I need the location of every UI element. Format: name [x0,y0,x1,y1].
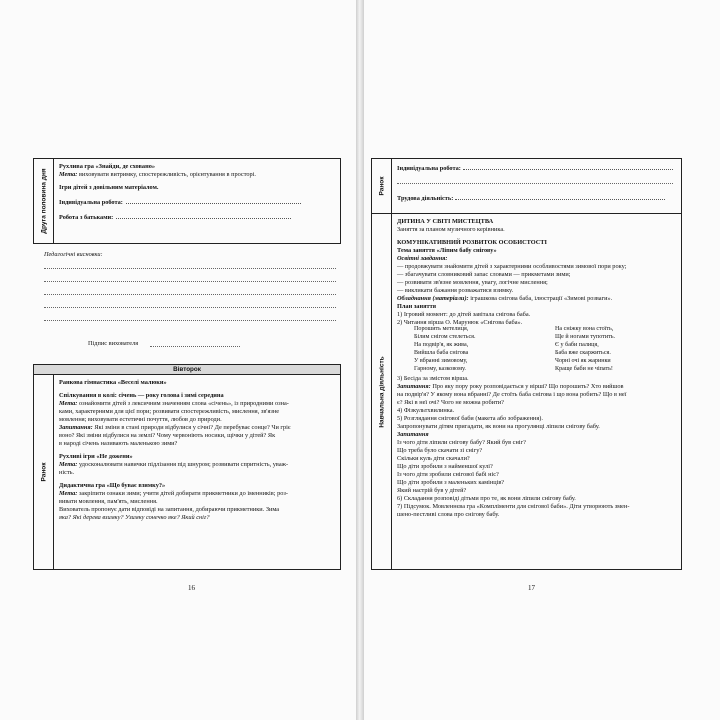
text-line [397,415,677,423]
labor-activity-text: Трудова діяльність: [397,195,454,202]
line-text: є? Які в неї очі? Чого не можна робити? [397,399,504,406]
line-text: іграшкова снігова баба, ілюстрації «Зимові розваги». [468,295,613,302]
line-text: Запропонувати дітям пригадати, як вони на прогулянці ліпили снігову бабу. [397,423,600,430]
notes-line [44,307,336,308]
line-text: 3) Бесіда за змістом вірша. [397,375,469,382]
text-line [59,424,336,432]
text-line [59,400,336,408]
line-text: Дидактична гра «Що буває взимку?» [59,482,166,489]
class-side-cell [372,214,392,569]
signature-line [150,346,240,347]
line-text: — розвивати зв'язне мовлення, увагу, логічне мислення; [397,279,548,286]
notes-line [44,268,336,269]
line-text: в народі січень називають маленькою зими? [59,440,178,447]
line-text: ознайомити дітей з лексичним значенням слова «січень», із природними озна- [77,400,289,407]
text-line [59,498,336,506]
poem-line: Чорні очі як жаринки [555,358,611,364]
text-line [59,212,336,222]
text-line [397,447,677,455]
text-line [397,495,677,503]
text-line [59,416,336,424]
morning-side-cell-right [372,159,392,213]
text-line [397,455,677,463]
text-line [397,391,677,399]
text-line [397,439,677,447]
book-fold [356,0,364,720]
line-text: на подвір'я? У якому вона вбранні? Де стоїть баба снігова і що вона робить? Що в неї [397,391,627,398]
class-content-bottom [397,375,677,519]
line-text: — продовжувати знайомити дітей з характерними особливостями зимової пори року; [397,263,627,270]
line-text: закріпити ознаки зими; учити дітей добирати прикметники до іменників; роз- [77,490,288,497]
line-text: — викликати бажання розважатися взимку. [397,287,514,294]
line-text: Які зміни в стані природи відбулися у січні? Де перебуває сонце? Чи гріє [92,424,291,431]
text-line [59,408,336,416]
text-line [59,392,336,400]
text-line [397,423,677,431]
left-page [0,0,356,720]
line-text: Що діти зробили з найменшої кулі? [397,463,493,470]
text-line [59,514,336,522]
text-line [59,171,336,179]
line-text: Рухлива гра «Знайди, де сховано» [59,163,155,170]
notes-line [44,320,336,321]
text-line [397,247,677,255]
line-text: удосконалювати навички підлізання під шнуром; розвивати спритність, уваж- [77,461,289,468]
text-line [59,490,336,498]
poem-line: Краще баби не чіпать! [555,366,613,372]
line-text: 4) Фізкультхвилинка. [397,407,455,414]
line-text: яка? Які дерева взимку? Узимку сонечко яке? Який сніг? [59,514,210,521]
poem-line: Є у баби палиця, [555,342,599,348]
text-line [397,255,677,263]
dotted-line [126,197,301,204]
inline-label: Запитання: [397,383,431,390]
text-line [59,197,336,207]
line-text: Рухливі ігри «Не дожени» [59,453,133,460]
poem-line: Гарному, казковому. [414,366,466,372]
poem-left-column [414,325,475,373]
weekday-header: Вівторок [34,365,340,375]
dotted-line [397,183,673,184]
morning-side-cell [34,375,54,569]
line-text: шено-пестливі слова про снігову бабу. [397,511,500,518]
line-text: 6) Складання розповіді дітьми про те, як вони ліпили снігову бабу. [397,495,576,502]
poem-right-column [555,325,615,373]
text-line [59,453,336,461]
individual-work-label [397,163,673,173]
line-text: Вихователь пропонує дати відповіді на запитання, добираючи прикметники. Зима [59,506,280,513]
line-text: Що треба було скачати зі снігу? [397,447,483,454]
line-text: Індивідуальна робота: [59,199,123,206]
dotted-line [463,163,673,170]
text-line [397,503,677,511]
notes-line [44,294,336,295]
inline-label: Мета: [59,171,78,178]
poem-line: На подвір'я, як живa, [414,342,469,348]
text-line [59,461,336,469]
line-text: виховувати витримку, спостережливість, орієнтування в просторі. [77,171,256,178]
poem-line: Вийшла баба снігова [414,350,469,356]
line-text: — збагачувати словниковий запас словами — прикметами зими; [397,271,571,278]
morning-content [59,379,336,522]
text-line [397,239,677,247]
text-line [397,218,677,226]
poem-line: Ще й ногами тупотить. [555,334,616,340]
notes-label: Педагогічні висновки: [44,251,103,258]
afternoon-table [33,158,341,244]
line-text: мовлення; виховувати естетичні почуття, любов до природи. [59,416,222,423]
right-table [371,158,682,570]
line-text: 2) Читання вірша О. Марунюк «Снігова баба». [397,319,523,326]
text-line [59,506,336,514]
line-text: 7) Підсумок. Мовленнєва гра «Компліменти для снігової баби». Діти утворюють змен- [397,503,630,510]
text-line [397,287,677,295]
text-line [59,482,336,490]
line-text: воно? Які зміни відбулися на землі? Чому червоніють носики, щічки у дітей? Як [59,432,276,439]
text-line [397,471,677,479]
text-line [397,399,677,407]
inline-label: Мета: [59,490,78,497]
text-line [397,383,677,391]
text-line [397,431,677,439]
text-line [397,311,677,319]
line-text: ками, характерними для цієї пори; розвивати спостережливість, мислення, зв'язне [59,408,279,415]
text-line [397,375,677,383]
text-line [59,432,336,440]
individual-work-text: Індивідуальна робота: [397,165,461,172]
line-text: 1) Ігровий момент: до дітей завітала снігова баба. [397,311,531,318]
text-line [397,487,677,495]
text-line [59,379,336,387]
text-line [397,279,677,287]
morning-label: Ранок [40,462,47,482]
line-text: 5) Розглядання снігової баби (макета або зображення). [397,415,543,422]
page-number-left: 16 [188,584,195,592]
text-line [397,511,677,519]
text-line [397,463,677,471]
line-text: Про яку пору року розповідається у вірші? Що порошить? Хто вийшов [430,383,624,390]
text-line [397,295,677,303]
text-line [59,184,336,192]
page-number-right: 17 [528,584,535,592]
inline-label: Мета: [59,400,78,407]
text-line [59,163,336,171]
line-text: Із чого діти зробили снігової бабі ніс? [397,471,499,478]
morning-label-right: Ранок [378,176,385,196]
afternoon-content [59,163,336,222]
line-text: Із чого діти ліпили снігову бабу? Який був сніг? [397,439,526,446]
dotted-line [455,193,665,200]
line-text: Ігри дітей з довільним матеріалом. [59,184,159,191]
line-text: Ранкова гімнастика «Веселі малюки» [59,379,167,386]
line-text: ність. [59,469,75,476]
text-line [59,469,336,477]
line-text: вивати мовлення, пам'ять, мислення. [59,498,158,505]
class-label: Навчальна діяльність [378,355,385,428]
line-text: Який настрій був у дітей? [397,487,467,494]
afternoon-label: Друга половина дня [40,168,47,234]
text-line [397,271,677,279]
line-text: КОМУНІКАТИВНИЙ РОЗВИТОК ОСОБИСТОСТІ [397,239,547,246]
inline-label: Обладнання (матеріали): [397,295,469,302]
line-text: Робота з батьками: [59,214,114,221]
line-text: Заняття за планом музичного керівника. [397,226,505,233]
labor-activity-label [397,193,665,203]
class-content-top [397,218,677,327]
line-text: Що діти зробили з маленьких камінців? [397,479,505,486]
poem-line: Білим снігом стелеться. [414,334,476,340]
text-line [397,303,677,311]
row-divider [372,213,681,214]
afternoon-side-cell [34,159,54,243]
poem-line: На сніжку вона стоїть, [555,326,614,332]
line-text: Тема заняття «Ліпим бабу снігову» [397,247,497,254]
text-line [397,263,677,271]
inline-label: Запитання: [59,424,93,431]
text-line [397,479,677,487]
right-page [364,0,720,720]
notes-line [44,281,336,282]
text-line [397,407,677,415]
tuesday-table [33,364,341,570]
poem-line: Порошить метелиця, [414,326,469,332]
signature-label: Підпис вихователя [88,340,139,347]
line-text: План заняття [397,303,437,310]
dotted-line [116,212,291,219]
poem-line: Баба вже скаржиться. [555,350,611,356]
inline-label: Мета: [59,461,78,468]
line-text: Запитання [397,431,429,438]
line-text: ДИТИНА У СВІТІ МИСТЕЦТВА [397,218,494,225]
text-line [59,440,336,448]
line-text: Спілкування в колі: січень — року голова і зимі середина [59,392,224,399]
text-line [397,226,677,234]
poem-line: У вбранні зимовому, [414,358,468,364]
line-text: Скільки куль діти скачали? [397,455,470,462]
line-text: Освітні завдання: [397,255,448,262]
